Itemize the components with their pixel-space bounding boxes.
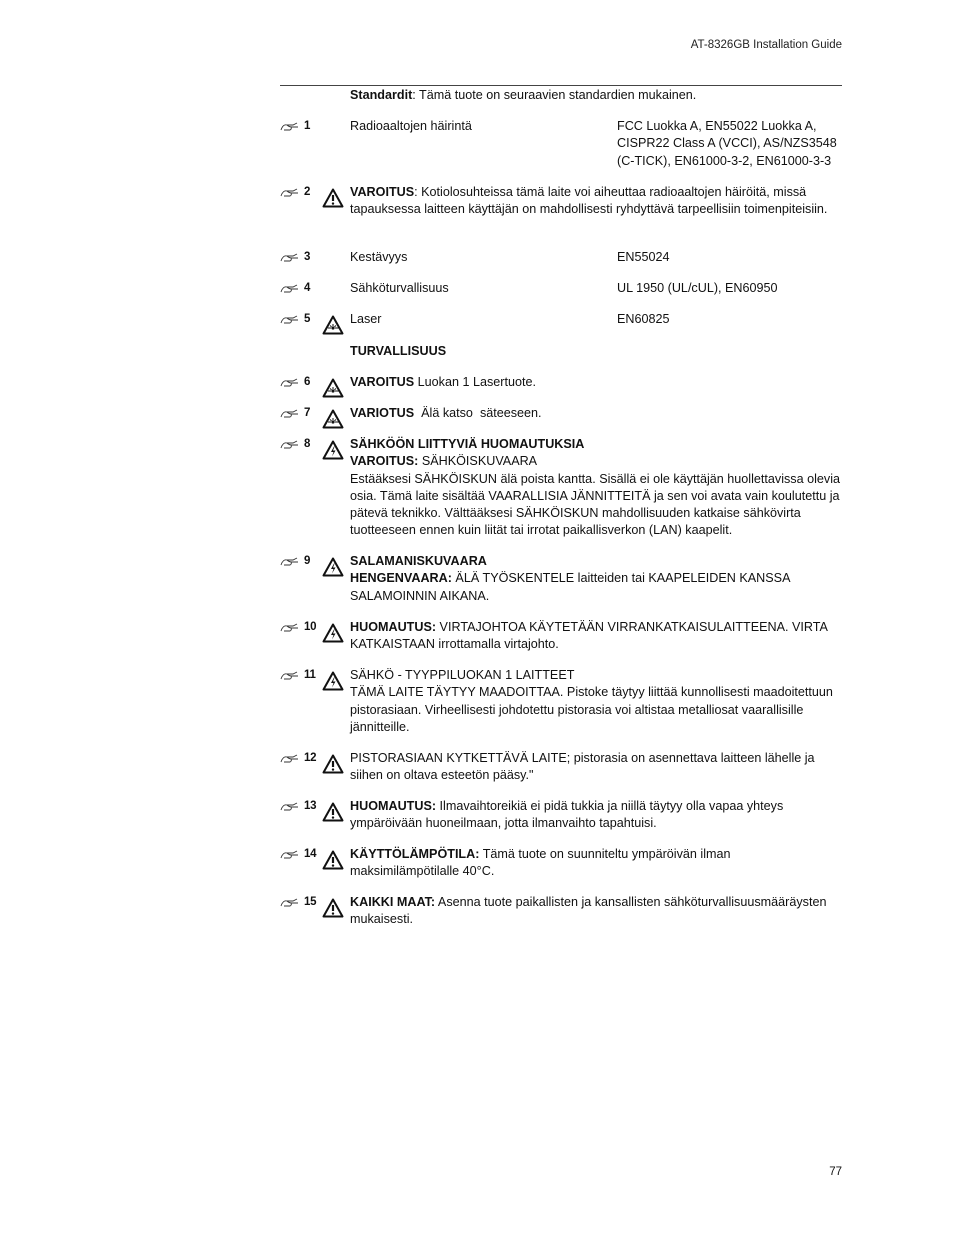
item-text: KAIKKI MAAT: Asenna tuote paikallisten ja kansallisten sähköturvallisuusmääräysten mukaisesti. [350,895,827,927]
item-text: VAROITUS: Kotiolosuhteissa tämä laite voi aiheuttaa radioaaltojen häiröitä, missä tapauksessa laitteen käyttäjän on mahdollisesti ryhdyttävä tarpeellisiin toimenpiteisiin. [350,185,828,217]
item-number: 5 [280,311,320,329]
item-number: 10 [280,619,320,637]
item-number: 2 [280,184,320,202]
reference-icon [280,315,300,325]
reference-icon [280,557,300,567]
item-number: 7 [280,405,320,423]
reference-icon [280,440,300,450]
warning-icon [322,850,344,870]
reference-icon [280,802,300,812]
page-number: 77 [829,1166,842,1178]
item-number: 9 [280,553,320,571]
standards-intro-text: Standardit: Tämä tuote on seuraavien standardien mukainen. [350,88,697,102]
reference-icon [280,188,300,198]
item-text: SÄHKÖ - TYYPPILUOKAN 1 LAITTEET TÄMÄ LAITE TÄYTYY MAADOITTAA. Pistoke täytyy liittää kunnollisesti maadoitettuun pistorasiaan. Virheellisesti johdotettu pistorasia voi altistaa metalliosat vaarallisille jännitteille. [350,668,833,734]
reference-icon [280,850,300,860]
reference-icon [280,623,300,633]
item-text: SÄHKÖÖN LIITTYVIÄ HUOMAUTUKSIA VAROITUS: SÄHKÖISKUVAARA Estääksesi SÄHKÖISKUN älä poista kantta. Sisällä ei ole käyttäjän huollettavissa olevia osia. Tämä laite sisältää VAARALLISIA JÄNNITTEITÄ ja sen voi avata vain koulutettu ja pätevä teknikko. Välttääksesi SÄHKÖISKUN mahdollisuuden katkaise sähkövirta tuotteeseen ennen kuin liität tai irrotat paikallisverkon (LAN) kaapelit. [350,437,841,538]
item-number: 8 [280,436,320,454]
item-number: 1 [280,118,320,136]
item-number: 14 [280,846,320,864]
item-text: SALAMANISKUVAARA HENGENVAARA: ÄLÄ TYÖSKENTELE laitteiden tai KAAPELEIDEN KANSSA SALAMOINNIN AIKANA. [350,554,790,603]
laser-warning-icon [322,409,344,429]
page-header: AT-8326GB Installation Guide [690,39,842,51]
reference-icon [280,253,300,263]
item-number: 15 [280,894,320,912]
warning-icon [322,802,344,822]
header-rule [280,85,842,86]
item-text: Radioaaltojen häirintä [350,119,472,133]
reference-icon [280,122,300,132]
item-text: KÄYTTÖLÄMPÖTILA: Tämä tuote on suunniteltu ympäröivän ilman maksimilämpötilalle 40°C. [350,847,731,879]
electric-hazard-icon [322,623,344,643]
item-text: HUOMAUTUS: VIRTAJOHTOA KÄYTETÄÄN VIRRANKATKAISULAITTEENA. VIRTA KATKAISTAAN irrottamalla virtajohto. [350,620,828,652]
reference-icon [280,409,300,419]
item-text: Sähköturvallisuus [350,281,449,295]
reference-icon [280,671,300,681]
reference-icon [280,754,300,764]
safety-heading: TURVALLISUUS [350,344,447,358]
item-number: 4 [280,280,320,298]
item-standard: FCC Luokka A, EN55022 Luokka A, CISPR22 Class A (VCCI), AS/NZS3548 (C-TICK), EN61000-3-2, EN61000-3-3 [617,119,837,168]
item-text: VARIOTUS Älä katso säteeseen. [350,406,542,420]
laser-warning-icon [322,315,344,335]
item-number: 11 [280,667,320,685]
item-text: HUOMAUTUS: Ilmavaihtoreikiä ei pidä tukkia ja niillä täytyy olla vapaa yhteys ympäröivään huoneilmaan, jotta ilmanvaihto tapahtuisi. [350,799,784,831]
item-text: Kestävyys [350,250,408,264]
standards-label: Standardit [350,88,413,102]
laser-warning-icon [322,378,344,398]
electric-hazard-icon [322,440,344,460]
warning-icon [322,754,344,774]
reference-icon [280,284,300,294]
item-number: 3 [280,249,320,267]
item-standard: UL 1950 (UL/cUL), EN60950 [617,281,778,295]
warning-icon [322,188,344,208]
item-standard: EN60825 [617,312,670,326]
item-number: 6 [280,374,320,392]
item-standard: EN55024 [617,250,670,264]
reference-icon [280,898,300,908]
item-text: PISTORASIAAN KYTKETTÄVÄ LAITE; pistorasia on asennettava laitteen lähelle ja siihen on oltava esteetön pääsy." [350,751,815,783]
item-number: 13 [280,798,320,816]
item-text: VAROITUS Luokan 1 Lasertuote. [350,375,536,389]
reference-icon [280,378,300,388]
electric-hazard-icon [322,671,344,691]
electric-hazard-icon [322,557,344,577]
item-number: 12 [280,750,320,768]
item-text: Laser [350,312,382,326]
warning-icon [322,898,344,918]
